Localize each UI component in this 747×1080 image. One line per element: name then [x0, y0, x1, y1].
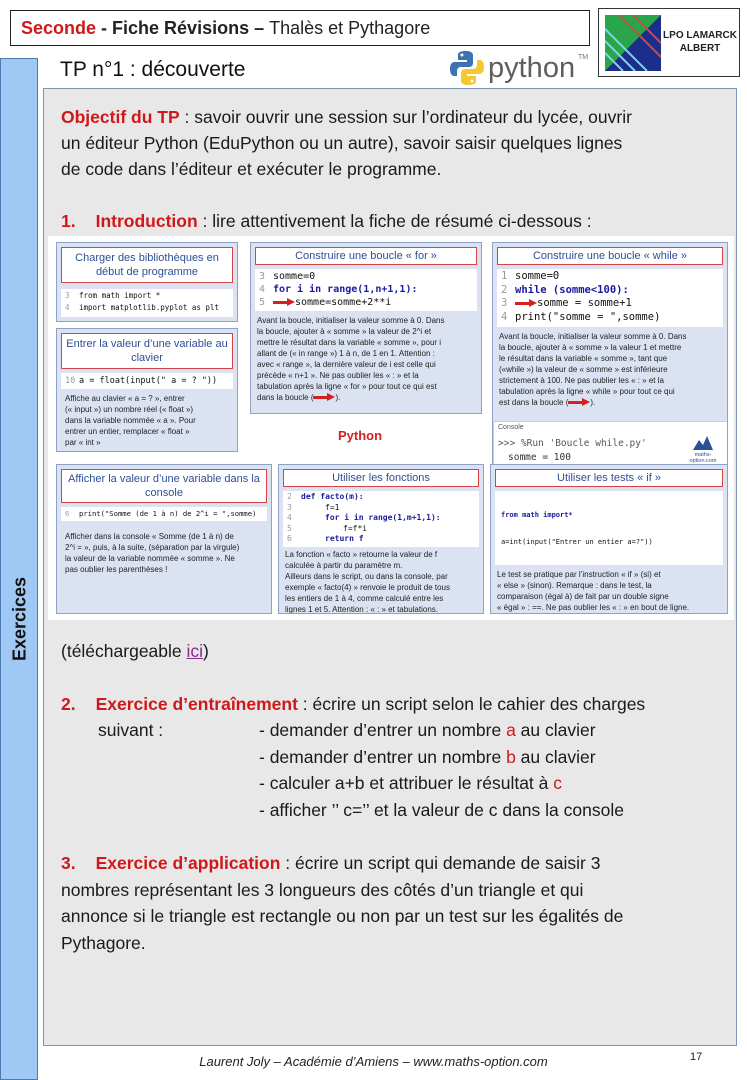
text-line: La fonction « facto » retourne la valeur de f [285, 550, 438, 559]
code-text: return f [325, 534, 364, 543]
text-line: tabulation après la ligne « while » pour tout ce qui [499, 387, 675, 396]
arrow-icon [313, 394, 335, 401]
text-line [499, 397, 725, 408]
text-line: Avant la boucle, initialiser la valeur somme à 0. Dans [257, 316, 445, 325]
header-topic: Thalès et Pythagore [269, 18, 431, 38]
code-line [501, 284, 719, 298]
exercise3-label: Exercice d’application [95, 853, 281, 873]
exercise2-item [259, 717, 596, 744]
exercise3-text: : écrire un script qui demande de saisir 3 [280, 853, 601, 873]
code-text: a = float(input(" a = ? ")) [79, 376, 218, 386]
code-line [501, 297, 719, 311]
exercise3-line3: annonce si le triangle est rectangle ou non par un test sur les égalités de [61, 906, 624, 926]
python-logo [450, 50, 590, 88]
line-number: 5 [259, 297, 266, 308]
code-text: f=f*i [343, 523, 368, 533]
code-line: a=int(input("Entrer un entier a=?")) [501, 538, 653, 546]
text-line: dans la variable nommée « a ». Pour [65, 416, 196, 425]
arrow-icon [273, 299, 295, 306]
site-logo-icon [693, 436, 713, 450]
line-number: 4 [65, 303, 70, 312]
code-text: for i in range(1,m+1,1): [325, 513, 441, 522]
header-title [10, 10, 590, 46]
card-print-text [65, 531, 271, 575]
footer: Laurent Joly – Académie d’Amiens – www.maths-option.com [199, 1054, 548, 1069]
code-line [259, 283, 473, 296]
download-text: ) [203, 641, 209, 661]
download-text: (téléchargeable [61, 641, 187, 661]
code-text: somme = somme+1 [537, 297, 632, 309]
code-text: somme=0 [515, 270, 560, 282]
line-number: 3 [501, 297, 508, 309]
text-line: allant de (« in range ») 1 à n, de 1 en 1. Attention : [257, 349, 435, 358]
text-line: la boucle, ajouter à « somme » la valeur 1 et mettre [499, 343, 682, 352]
arrow-icon [568, 399, 590, 406]
text-line: exemple « facto(4) » renvoie le produit de tous [285, 583, 450, 592]
download-line [61, 638, 209, 665]
school-name-line1: LPO LAMARCK [663, 30, 737, 41]
python-logo-tm: TM [578, 54, 589, 61]
code-line [65, 290, 229, 302]
code-line [287, 513, 475, 524]
intro-heading [61, 208, 592, 235]
objectif-line2: un éditeur Python (EduPython ou un autre), savoir saisir quelques lignes [61, 133, 623, 153]
text-line: comparaison (égal à) de fait par un double signe [497, 592, 669, 601]
text-line: 2^i = », puis, à la suite, (séparation par la virgule) [65, 543, 240, 552]
school-logo [598, 8, 740, 77]
text-line: par « int » [65, 438, 101, 447]
code-line [501, 311, 719, 325]
code-text: while (somme<100): [515, 283, 629, 296]
text-line: Avant la boucle, initialiser la valeur somme à 0. Dans [499, 332, 687, 341]
site-logo-text: maths-option.com [689, 452, 717, 464]
text-line: « égal » : ==. Ne pas oublier les « : » en bout de ligne. [497, 603, 690, 612]
card-libraries [56, 242, 238, 322]
line-number: 3 [287, 502, 292, 512]
console-label: Console [498, 424, 524, 431]
text-line: mettre le résultat dans la variable « somme », pour i [257, 338, 442, 347]
page-number: 17 [690, 1051, 703, 1063]
intro-number: 1. [61, 211, 76, 231]
card-if-tests [490, 464, 728, 614]
header-level: Seconde [21, 18, 97, 38]
line-number: 2 [501, 283, 508, 296]
text-line: la valeur de la variable nommée « somme ». Ne [65, 554, 235, 563]
line-number: 4 [287, 513, 292, 522]
exercise2-label: Exercice d’entraînement [95, 694, 298, 714]
card-input-code [61, 373, 233, 389]
text-line: Afficher dans la console « Somme (de 1 à n) de [65, 532, 234, 541]
exercise2-item [259, 770, 562, 797]
console-output: somme = 100 [508, 452, 571, 463]
line-number: 3 [65, 291, 70, 300]
exercise2-text: : écrire un script selon le cahier des charges [297, 694, 646, 714]
text-line: le résultat dans la variable « somme », tant que [499, 354, 668, 363]
header-sep: – [249, 18, 270, 38]
card-if-tests-code [495, 491, 723, 565]
card-while-loop-title: Construire une boucle « while » [497, 247, 723, 265]
text-line [257, 392, 479, 403]
text-line: la boucle, ajouter à « somme » la valeur de 2^i et [257, 327, 432, 336]
card-if-tests-title: Utiliser les tests « if » [495, 469, 723, 487]
school-logo-graphic [605, 15, 661, 71]
header-doc-type: Fiche Révisions [112, 18, 250, 38]
card-libraries-title: Charger des bibliothèques en début de programme [61, 247, 233, 283]
item-text: - afficher ’’ c=’’ et la valeur de c dans la console [259, 800, 624, 820]
code-line [287, 503, 475, 514]
code-line [501, 270, 719, 284]
card-libraries-code [61, 289, 233, 317]
item-text: au clavier [515, 720, 596, 740]
line-number: 1 [501, 270, 508, 282]
text-line: avec « range », la dernière valeur de i est celle qui [257, 360, 436, 369]
card-functions-text [285, 549, 483, 614]
code-text: print("somme = ",somme) [515, 310, 661, 323]
text-line: strictement à 100. Ne pas oublier les « : » et la [499, 376, 664, 385]
card-functions-title: Utiliser les fonctions [283, 469, 479, 487]
card-print-code [61, 507, 267, 521]
line-number: 3 [259, 271, 266, 282]
code-line [287, 524, 475, 535]
console-panel [493, 421, 728, 468]
card-input-title: Entrer la valeur d’une variable au clavier [61, 333, 233, 369]
code-text: somme=0 [273, 271, 316, 282]
card-while-loop [492, 242, 728, 468]
text-line: pas oublier les parenthèses ! [65, 565, 168, 574]
site-logo [682, 436, 724, 464]
text-line: précède « n+1 ». Ne pas oublier les « : » et la [257, 371, 419, 380]
code-line [259, 296, 473, 309]
card-print-title: Afficher la valeur d’une variable dans la console [61, 469, 267, 503]
exercise2-item [259, 744, 596, 771]
intro-text: : lire attentivement la fiche de résumé ci-dessous : [197, 211, 592, 231]
python-label: Python [338, 428, 383, 443]
card-input [56, 328, 238, 452]
code-line [259, 270, 473, 283]
card-while-loop-code [497, 269, 723, 327]
text-line: («while ») la valeur de « somme » est inférieure [499, 365, 668, 374]
line-number: 4 [259, 284, 266, 295]
text-line: (« input ») un nombre réel (« float ») [65, 405, 194, 414]
exercise3-number: 3. [61, 853, 76, 873]
line-number: 10 [65, 376, 76, 386]
text-part: est dans la boucle ( [499, 398, 569, 407]
objectif-line3: de code dans l’éditeur et exécuter le programme. [61, 159, 442, 179]
code-text: def facto(m): [301, 492, 364, 501]
tp-title: TP n°1 : découverte [60, 58, 246, 81]
text-part: ). [590, 398, 596, 407]
python-logo-word: python [488, 52, 576, 84]
download-link[interactable]: ici [186, 641, 204, 661]
card-for-loop-title: Construire une boucle « for » [255, 247, 477, 265]
summary-sheet [48, 236, 734, 620]
exercise2-suivant: suivant : [98, 720, 164, 740]
item-variable: b [506, 747, 516, 767]
text-line: « else » (sinon). Remarque : dans le test, la [497, 581, 652, 590]
code-line [65, 302, 229, 314]
exercise3-heading [61, 850, 600, 877]
text-line: entrer un entier, remplacer « float » [65, 427, 190, 436]
code-text: import matplotlib.pyplot as plt [79, 303, 219, 312]
card-for-loop-text [257, 315, 479, 403]
line-number: 6 [287, 534, 292, 543]
section-tab-label: Exercices [9, 576, 30, 662]
item-text: au clavier [515, 747, 596, 767]
console-command [498, 438, 647, 449]
card-functions-code [283, 491, 479, 547]
objectif-line1 [61, 104, 632, 131]
console-command-text: >>> %Run 'Boucle while.py' [498, 438, 647, 449]
card-while-loop-text [499, 331, 725, 408]
exercise3-line4: Pythagore. [61, 933, 146, 953]
item-text: - demander d’entrer un nombre [259, 720, 507, 740]
text-part: ). [335, 393, 341, 402]
text-line: tabulation après la ligne « for » pour tout ce qui est [257, 382, 437, 391]
text-line: Le test se pratique par l’instruction « if » (si) et [497, 570, 661, 579]
code-line [287, 534, 475, 545]
code-line: from math import* [501, 511, 573, 519]
line-number: 5 [287, 523, 292, 533]
code-text: somme=somme+2**i [295, 297, 392, 308]
exercise3-line2: nombres représentant les 3 longueurs des côtés d’un triangle et qui [61, 880, 584, 900]
objectif-text: : savoir ouvrir une session sur l’ordinateur du lycée, ouvrir [179, 107, 632, 127]
intro-label: Introduction [95, 211, 198, 231]
line-number: 4 [501, 310, 508, 323]
exercise2-number: 2. [61, 694, 76, 714]
code-text: f=1 [325, 502, 340, 512]
line-number: 6 [65, 509, 70, 518]
arrow-icon [515, 300, 537, 307]
code-text: for i in range(1,n+1,1): [273, 284, 418, 295]
text-line: Affiche au clavier « a = ? », entrer [65, 394, 185, 403]
card-input-text [65, 393, 235, 448]
text-part: dans la boucle ( [257, 393, 314, 402]
python-snake-icon [450, 50, 484, 86]
code-text: print("Somme (de 1 à n) de 2^i = ",somme) [79, 509, 257, 518]
objectif-label: Objectif du TP [61, 107, 180, 127]
text-line: les entiers de 1 à 4, comme calculé entre les [285, 594, 444, 603]
card-if-tests-text [497, 569, 727, 613]
item-variable: a [506, 720, 516, 740]
item-text: - demander d’entrer un nombre [259, 747, 507, 767]
item-variable: c [553, 773, 562, 793]
section-tab [0, 58, 38, 1080]
school-name-line2: ALBERT [679, 43, 721, 54]
card-functions [278, 464, 484, 614]
text-line: Ailleurs dans le script, ou dans la console, par [285, 572, 448, 581]
exercise2-item [259, 797, 624, 824]
card-for-loop [250, 242, 482, 414]
item-text: - calculer a+b et attribuer le résultat à [259, 773, 554, 793]
card-for-loop-code [255, 269, 477, 311]
code-text: from math import * [79, 291, 161, 300]
school-logo-text [663, 29, 737, 55]
card-print [56, 464, 272, 614]
line-number: 2 [287, 492, 292, 501]
code-line [287, 492, 475, 503]
text-line: calculée à partir du paramètre m. [285, 561, 403, 570]
text-line: lignes 1 et 5. Attention : « : » et tabulations. [285, 605, 438, 614]
exercise2-heading [61, 691, 645, 718]
header-sep: - [96, 18, 113, 38]
